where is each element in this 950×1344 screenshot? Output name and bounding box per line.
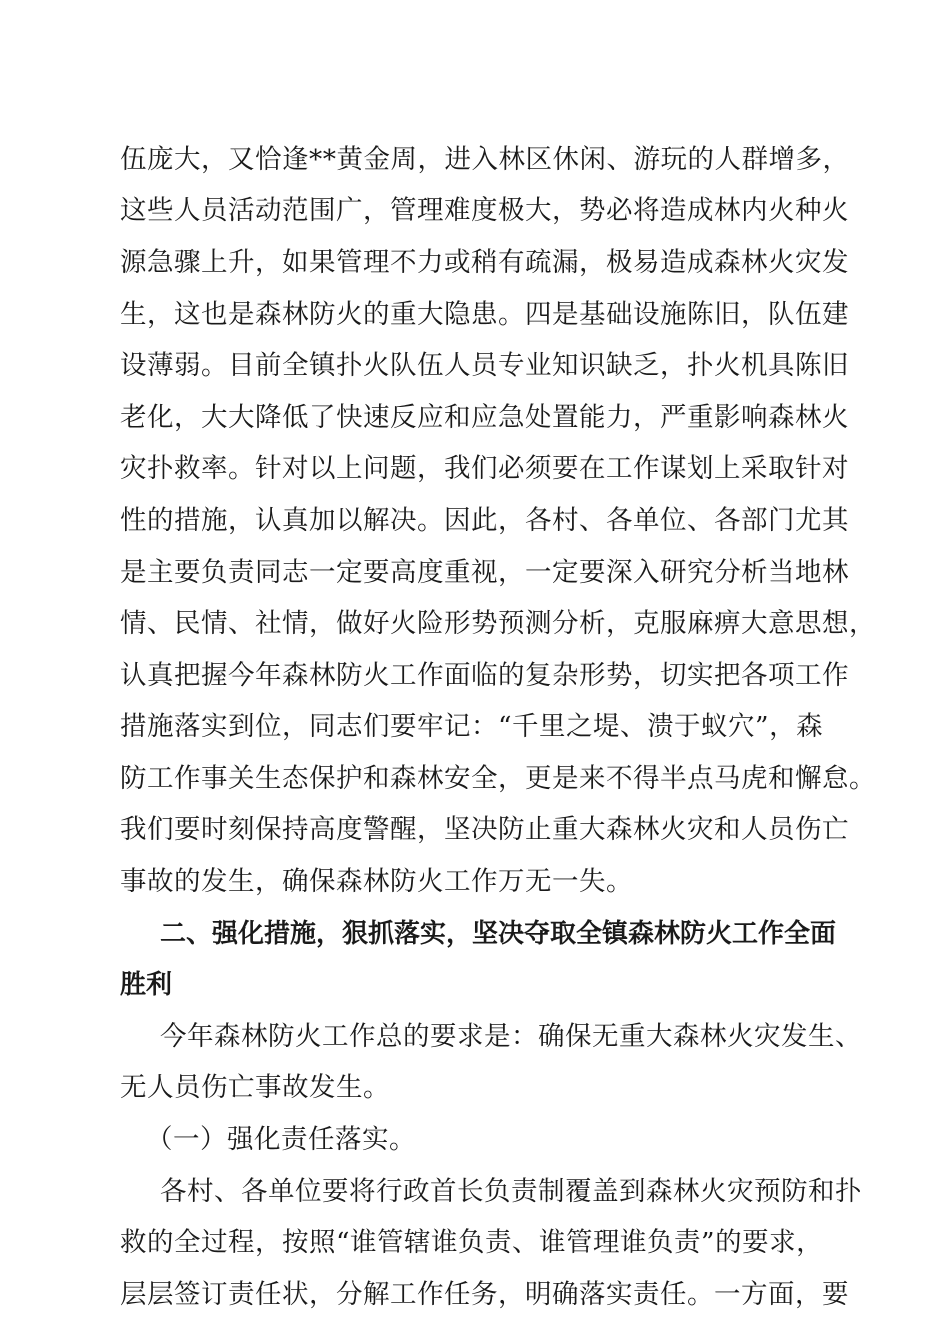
- body-text-line: 性的措施，认真加以解决。因此，各村、各单位、各部门尤其: [120, 505, 849, 536]
- body-text-line: 设薄弱。目前全镇扑火队伍人员专业知识缺乏，扑火机具陈旧: [120, 350, 849, 381]
- body-text-line: 救的全过程，按照“谁管辖谁负责、谁管理谁负责”的要求，: [120, 1227, 824, 1258]
- body-text-line: 层层签订责任状，分解工作任务，明确落实责任。一方面，要: [120, 1279, 849, 1310]
- body-text-line: 今年森林防火工作总的要求是：确保无重大森林火灾发生、: [160, 1021, 862, 1052]
- body-text-line: 伍庞大，又恰逢**黄金周，进入林区休闲、游玩的人群增多，: [120, 144, 850, 175]
- body-text-line: 灾扑救率。针对以上问题，我们必须要在工作谋划上采取针对: [120, 453, 849, 484]
- section-heading-continuation: 胜利: [120, 970, 173, 1000]
- body-text-line: 措施落实到位，同志们要牢记：“千里之堤、溃于蚁穴”，森: [120, 711, 824, 742]
- body-text-line: 我们要时刻保持高度警醒，坚决防止重大森林火灾和人员伤亡: [120, 814, 849, 845]
- body-text-line: 防工作事关生态保护和森林安全，更是来不得半点马虎和懈怠。: [120, 763, 876, 794]
- body-text-line: 生，这也是森林防火的重大隐患。四是基础设施陈旧，队伍建: [120, 299, 849, 330]
- body-text-line: 这些人员活动范围广，管理难度极大，势必将造成林内火种火: [120, 195, 849, 226]
- section-heading: 二、强化措施，狠抓落实，坚决夺取全镇森林防火工作全面: [160, 919, 837, 949]
- body-text-line: 源急骤上升，如果管理不力或稍有疏漏，极易造成森林火灾发: [120, 247, 849, 278]
- subsection-heading: （一）强化责任落实。: [146, 1124, 416, 1155]
- body-text-line: 无人员伤亡事故发生。: [120, 1072, 390, 1103]
- body-text-line: 事故的发生，确保森林防火工作万无一失。: [120, 866, 633, 897]
- body-text-line: 各村、各单位要将行政首长负责制覆盖到森林火灾预防和扑: [160, 1176, 862, 1207]
- body-text-line: 老化，大大降低了快速反应和应急处置能力，严重影响森林火: [120, 402, 849, 433]
- body-text-line: 认真把握今年森林防火工作面临的复杂形势，切实把各项工作: [120, 660, 849, 691]
- body-text-line: 是主要负责同志一定要高度重视，一定要深入研究分析当地林: [120, 557, 849, 588]
- body-text-line: 情、民情、社情，做好火险形势预测分析，克服麻痹大意思想，: [120, 608, 876, 639]
